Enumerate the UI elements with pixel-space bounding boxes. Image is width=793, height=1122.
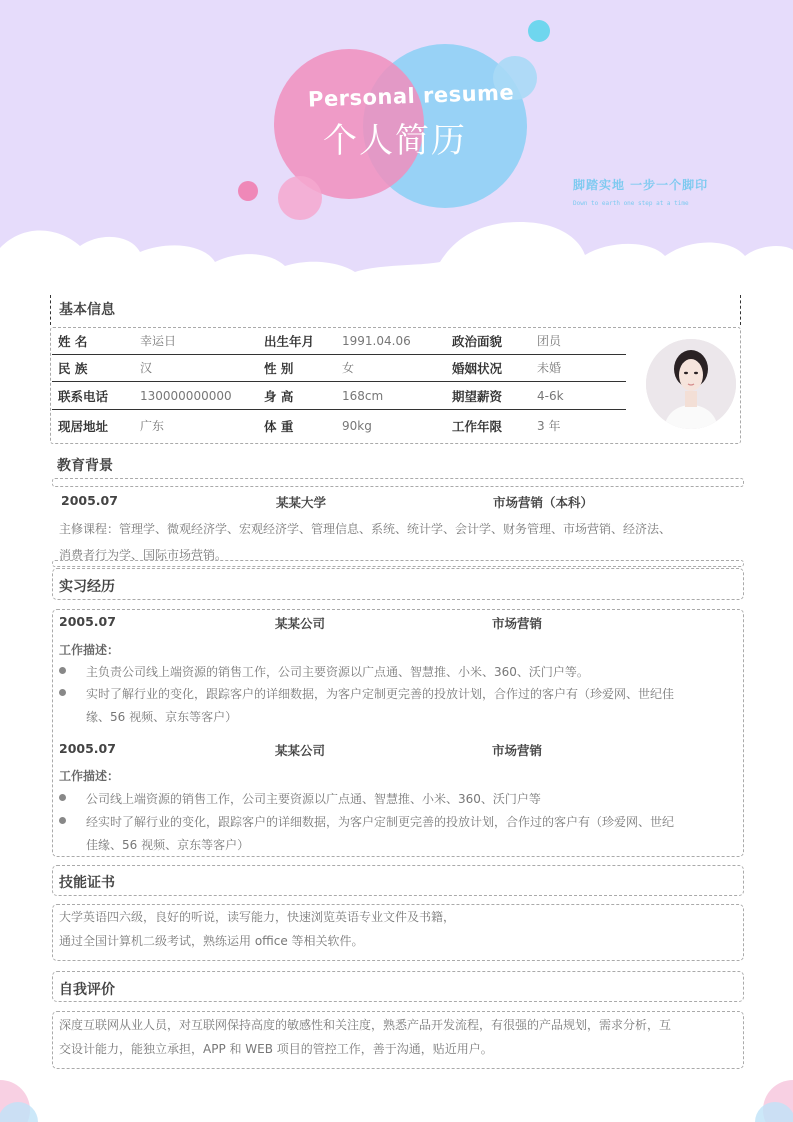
- value-address: 广东: [140, 419, 165, 433]
- bullet-icon: [59, 667, 66, 674]
- job-bullet-2: 实时了解行业的变化，跟踪客户的详细数据，为客户定制更完善的投放计划，合作过的客户有（珍爱网、世纪佳: [86, 687, 675, 701]
- education-date: 2005.07: [61, 493, 118, 508]
- label-ethnicity: 民 族: [58, 361, 88, 376]
- value-weight: 90kg: [342, 419, 372, 433]
- title-chinese: 个人简历: [323, 121, 467, 161]
- bottom-right-decoration: [733, 1070, 793, 1122]
- education-title: 教育背景: [57, 458, 113, 474]
- basic-title-marker-right: [740, 295, 741, 325]
- skills-line-1: 大学英语四六级，良好的听说，读写能力，快速浏览英语专业文件及书籍，: [59, 910, 456, 924]
- label-gender: 性 别: [264, 361, 294, 376]
- job-position: 市场营销: [492, 743, 543, 758]
- label-marital: 婚姻状况: [452, 361, 503, 376]
- job-company: 某某公司: [275, 743, 326, 758]
- label-address: 现居地址: [58, 419, 109, 434]
- info-row: [52, 413, 626, 440]
- job-date: 2005.07: [59, 614, 116, 629]
- slogan-english: Down to earth one step at a time: [573, 200, 689, 207]
- internship-title-box: [52, 568, 744, 600]
- skills-line-2: 通过全国计算机二级考试，熟练运用 office 等相关软件。: [59, 934, 364, 948]
- basic-title-marker: [50, 295, 51, 325]
- self-eval-title: 自我评价: [59, 982, 115, 998]
- header-banner: [0, 0, 793, 290]
- bullet-icon: [59, 689, 66, 696]
- education-title-bar: [52, 478, 744, 487]
- label-phone: 联系电话: [58, 389, 109, 404]
- self-eval-title-box: [52, 971, 744, 1002]
- value-name: 幸运日: [140, 334, 177, 348]
- value-politics: 团员: [537, 334, 562, 348]
- education-bottom-bar: [52, 560, 744, 567]
- label-height: 身 高: [264, 389, 294, 404]
- profile-photo: [646, 339, 736, 429]
- job-bullet-2-cont: 佳缘、56 视频、京东等客户）: [86, 838, 250, 852]
- label-name: 姓 名: [58, 334, 88, 349]
- value-years: 3 年: [537, 419, 561, 433]
- row-divider: [52, 409, 626, 410]
- education-school: 某某大学: [276, 495, 327, 510]
- education-courses-cont: 消费者行为学、国际市场营销。: [59, 548, 228, 562]
- label-weight: 体 重: [264, 419, 294, 434]
- job-bullet-1: 公司线上端资源的销售工作，公司主要资源以广点通、智慧推、小米、360、沃门户等: [86, 792, 541, 806]
- internship-title: 实习经历: [59, 579, 115, 595]
- row-divider: [52, 381, 626, 382]
- label-years: 工作年限: [452, 419, 503, 434]
- info-row: [52, 328, 626, 355]
- bottom-left-decoration: [0, 1070, 60, 1122]
- job-position: 市场营销: [492, 616, 543, 631]
- value-marital: 未婚: [537, 361, 562, 375]
- slogan: 脚踏实地 一步一个脚印: [573, 178, 709, 192]
- basic-info-title: 基本信息: [59, 302, 115, 318]
- avatar-illustration: [646, 339, 736, 429]
- job-desc-label: 工作描述：: [59, 643, 120, 657]
- info-row: [52, 383, 626, 410]
- education-courses: 主修课程：管理学、微观经济学、宏观经济学、管理信息、系统、统计学、会计学、财务管理、市场营销、经济法、: [59, 522, 672, 536]
- label-politics: 政治面貌: [452, 334, 503, 349]
- job-company: 某某公司: [275, 616, 326, 631]
- info-row: [52, 355, 626, 382]
- bullet-icon: [59, 817, 66, 824]
- education-major: 市场营销（本科）: [493, 495, 594, 510]
- skills-title: 技能证书: [59, 875, 115, 891]
- self-eval-line-1: 深度互联网从业人员，对互联网保持高度的敏感性和关注度，熟悉产品开发流程，有很强的产品规划，需求分析，互: [59, 1018, 672, 1032]
- job-date: 2005.07: [59, 741, 116, 756]
- value-salary: 4-6k: [537, 389, 564, 403]
- label-birth: 出生年月: [264, 334, 315, 349]
- value-gender: 女: [342, 361, 355, 375]
- job-bullet-1: 主负责公司线上端资源的销售工作，公司主要资源以广点通、智慧推、小米、360、沃门户等。: [86, 665, 589, 679]
- job-bullet-2-cont: 缘、56 视频、京东等客户）: [86, 710, 238, 724]
- bullet-icon: [59, 794, 66, 801]
- value-ethnicity: 汉: [140, 361, 153, 375]
- job-desc-label: 工作描述：: [59, 769, 120, 783]
- job-bullet-2: 经实时了解行业的变化，跟踪客户的详细数据，为客户定制更完善的投放计划，合作过的客户有（珍爱网、世纪: [86, 815, 675, 829]
- value-birth: 1991.04.06: [342, 334, 411, 348]
- value-height: 168cm: [342, 389, 384, 403]
- title-english: Personal resume: [307, 80, 515, 112]
- skills-title-box: [52, 865, 744, 896]
- value-phone: 130000000000: [140, 389, 232, 403]
- self-eval-line-2: 交设计能力，能独立承担，APP 和 WEB 项目的管控工作，善于沟通，贴近用户。: [59, 1042, 493, 1056]
- label-salary: 期望薪资: [452, 389, 503, 404]
